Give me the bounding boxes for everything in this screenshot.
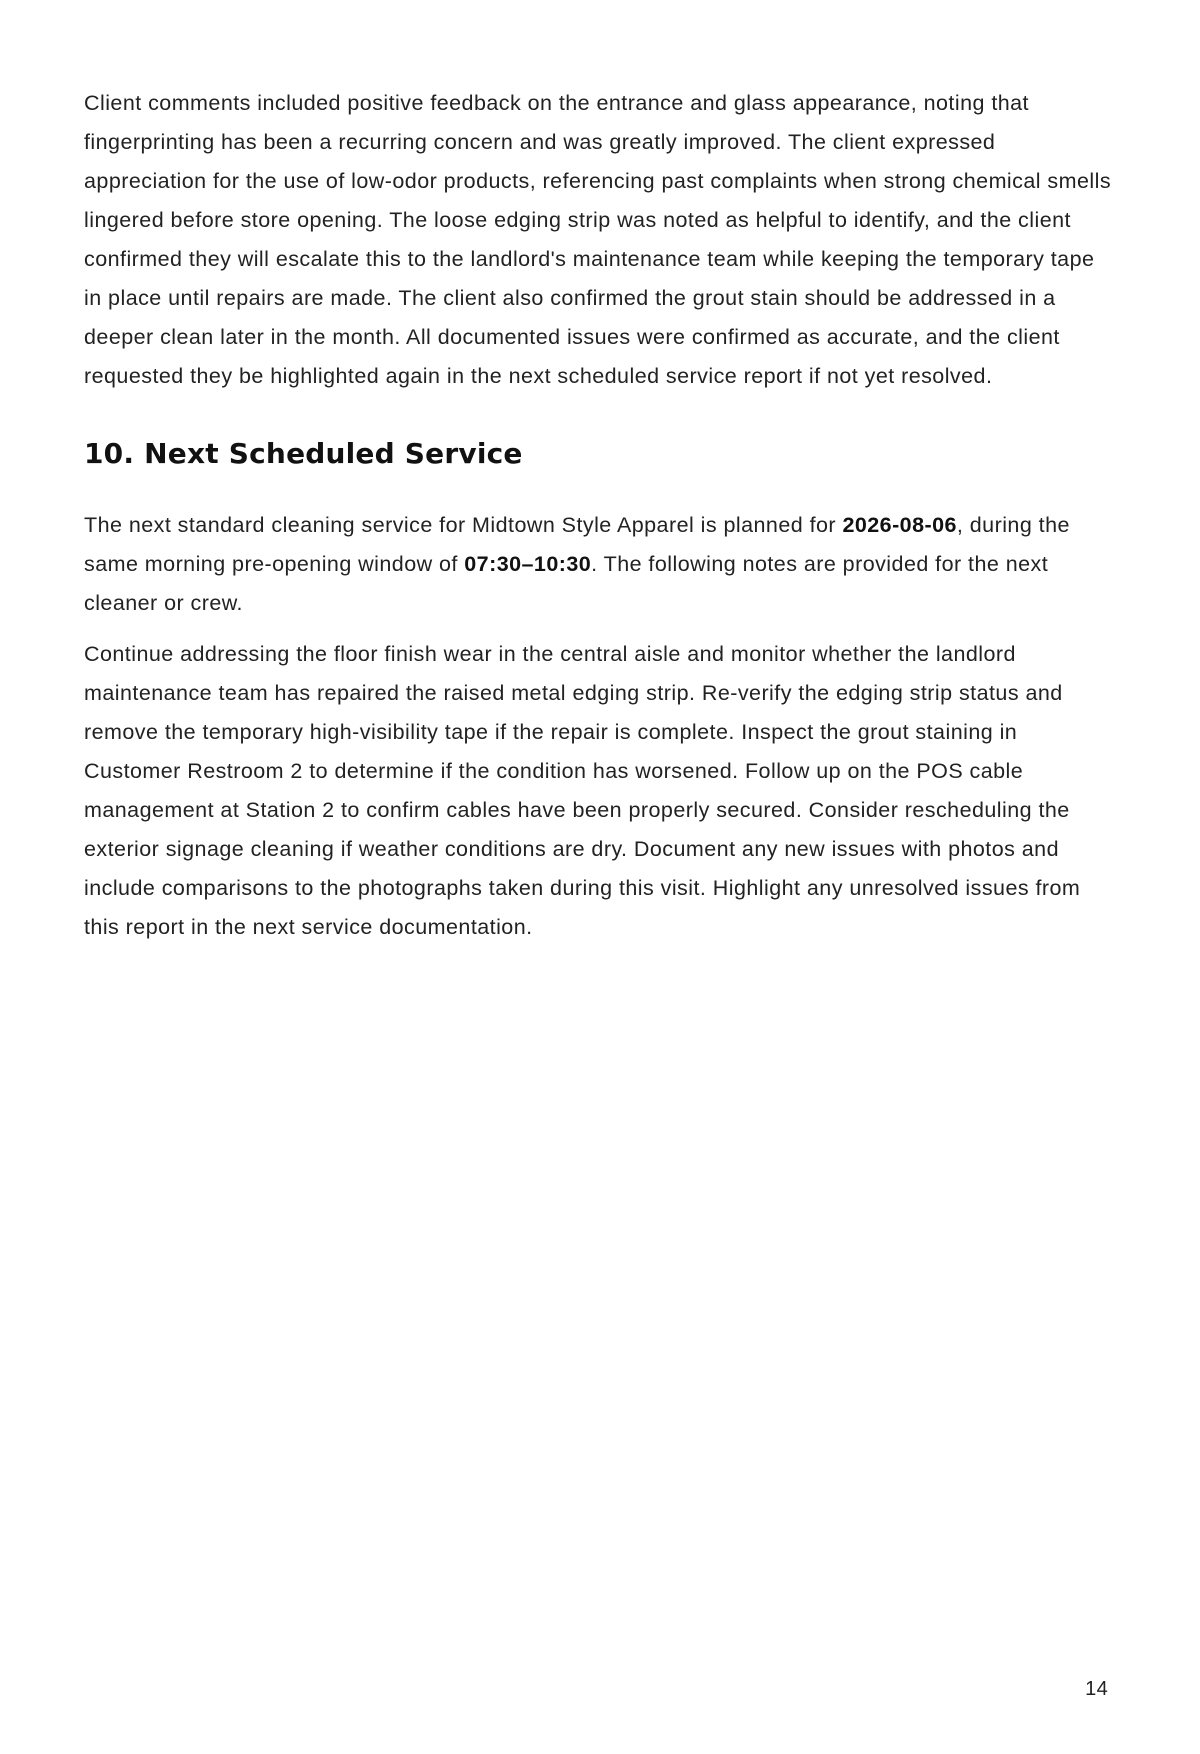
next-service-date: 2026-08-06 (842, 513, 957, 537)
next-service-intro-paragraph (84, 506, 1116, 623)
next-service-notes-paragraph: Continue addressing the floor finish wear in the central aisle and monitor whether the landlord maintenance team has repaired the raised metal edging strip. Re-verify the edging strip status and remove the temporary high-visibility tape if the repair is complete. Inspect the grout staining in Customer Restroom 2 to determine if the condition has worsened. Follow up on the POS cable management at Station 2 to confirm cables have been properly secured. Consider rescheduling the exterior signage cleaning if weather conditions are dry. Document any new issues with photos and include comparisons to the photographs taken during this visit. Highlight any unresolved issues from this report in the next service documentation. (84, 642, 1081, 939)
client-comments-paragraph: Client comments included positive feedback on the entrance and glass appearance, noting that fingerprinting has been a recurring concern and was greatly improved. The client expressed appreciation for the use of low-odor products, referencing past complaints when strong chemical smells lingered before store opening. The loose edging strip was noted as helpful to identify, and the client confirmed they will escalate this to the landlord's maintenance team while keeping the temporary tape in place until repairs are made. The client also confirmed the grout stain should be addressed in a deeper clean later in the month. All documented issues were confirmed as accurate, and the client requested they be highlighted again in the next scheduled service report if not yet resolved. (84, 91, 1112, 388)
page-number: 14 (1085, 1678, 1108, 1700)
service-time-window: 07:30–10:30 (464, 552, 592, 576)
section-heading: 10. Next Scheduled Service (84, 437, 523, 470)
intro-text-part-2: , during the same morning pre-opening window of (84, 513, 1070, 576)
intro-text-part-1: The next standard cleaning service for Midtown Style Apparel is planned for (84, 513, 843, 537)
intro-text-part-3: . The following notes are provided for the next cleaner or crew. (84, 552, 1049, 615)
page-content (84, 84, 1116, 947)
